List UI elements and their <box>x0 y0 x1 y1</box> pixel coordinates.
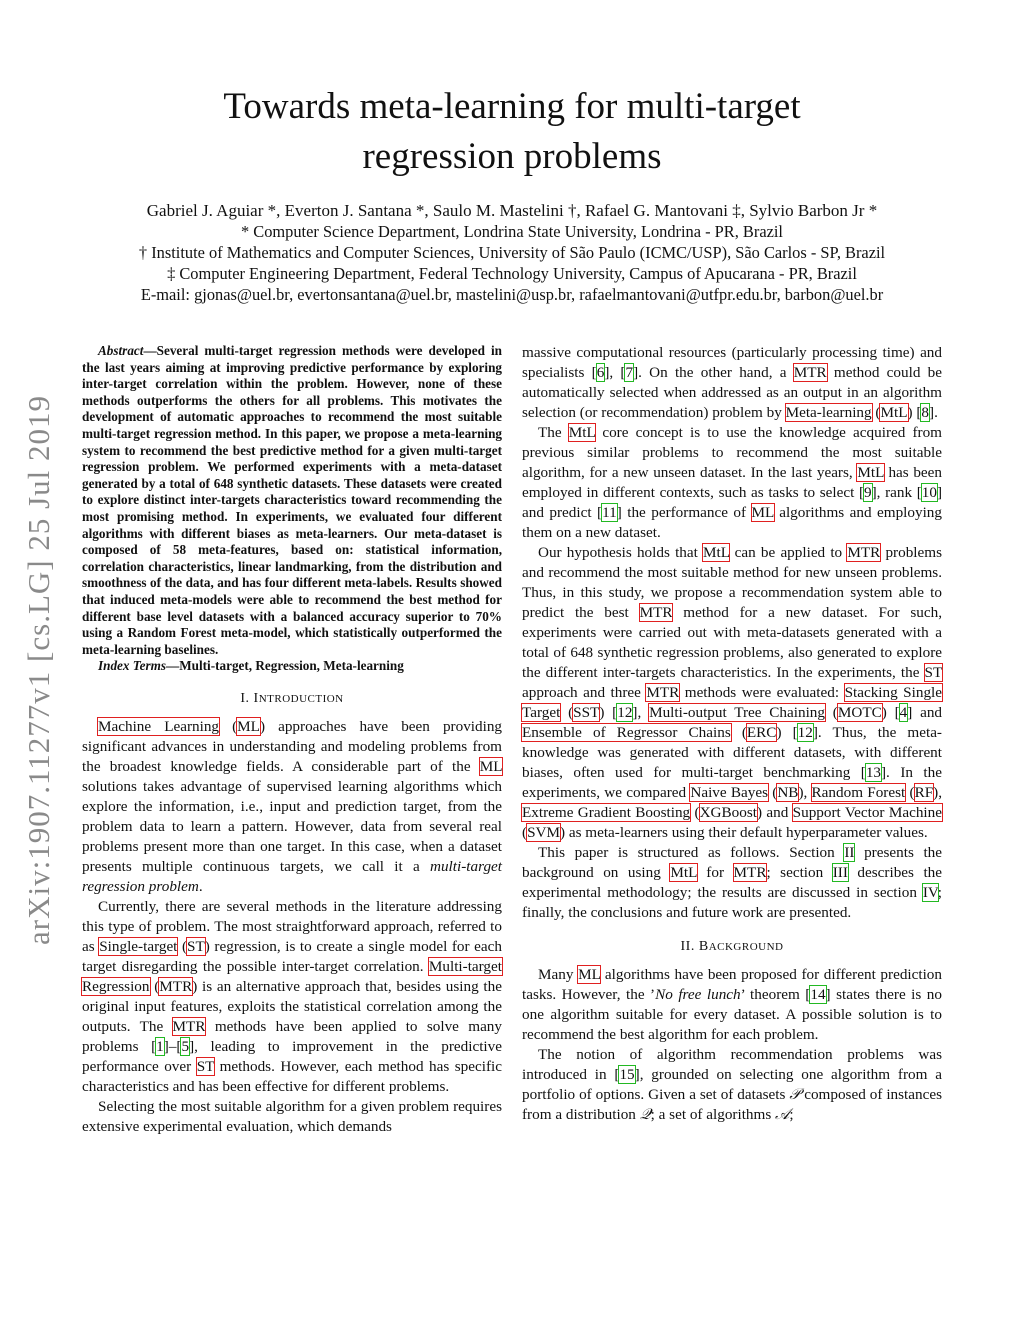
acronym-link[interactable]: MTR <box>639 604 673 621</box>
acronym-link[interactable]: Support Vector Machine <box>792 804 942 821</box>
acronym-link[interactable]: ST <box>924 664 942 681</box>
acronym-link[interactable]: MtL <box>703 544 730 561</box>
acronym-link[interactable]: Multi-target Regression <box>82 957 502 995</box>
section-heading-introduction: I. INTRODUCTION <box>240 690 344 706</box>
abstract <box>82 343 502 658</box>
intro-paragraph-1: Machine Learning (ML) approaches have been providing significant advances in understanding and modeling problems from the broadest knowledge fields. A considerable part of the ML solutions takes advantage of supervised learning algorithms which explore the information, i.e., input and prediction target, from the problem data to learn a pattern. However, data from several real problems present more than one target. In this case, when a dataset presents multiple continuous targets, we call it a multi-target regression problem. <box>82 717 503 895</box>
acronym-link[interactable]: ERC <box>746 724 777 741</box>
background-paragraph-2: The notion of algorithm recommendation problems was introduced in [15], grounded on selecting one algorithm from a portfolio of options. Given a set of datasets 𝒫 composed of instances from a distribution 𝒬; a set of algorithms 𝒜; <box>522 1046 942 1123</box>
citation-link[interactable]: 13 <box>865 764 881 781</box>
affiliation-2: † Institute of Mathematics and Computer Sciences, University of São Paulo (ICMC/USP), São Carlos - SP, Brazil <box>138 243 886 262</box>
abstract-text: —Several multi-target regression methods were developed in the last years aiming at improving predictive performance by exploring inter-target correlation within the problem. However, none of these methods outperforms the others for all problems. This motivates the development of automatic approaches to recommend the most suitable multi-target regression method. In this paper, we propose a meta-learning system to recommend the best predictive method for a given multi-target regression problem. We performed experiments with a meta-dataset generated by a total of 648 synthetic datasets. These datasets were created to explore distinct inter-targets characteristics toward recommending the most promising method. In experiments, we evaluated four different algorithms with different biases as meta-learners. Our meta-dataset is composed of 58 meta-features, based on: statistical information, correlation characteristics, linear landmarking, from the distribution and smoothness of the data, and has four different meta-labels. Results showed that induced meta-models were able to recommend the best method for different base level datasets with a balanced accuracy superior to 70% using a Random Forest meta-model, which statistically outperformed the meta-learning baselines. <box>82 343 502 657</box>
math-symbol: 𝒬 <box>639 1106 651 1123</box>
author-names: Gabriel J. Aguiar *, Everton J. Santana *, Saulo M. Mastelini †, Rafael G. Mantovani ‡, Sylvio Barbon Jr * <box>146 201 878 220</box>
citation-link[interactable]: 12 <box>797 724 813 741</box>
citation-link[interactable]: 4 <box>899 704 908 721</box>
acronym-link[interactable]: MtL <box>880 404 908 421</box>
acronym-link[interactable]: RF <box>914 784 934 801</box>
right-paragraph-4: This paper is structured as follows. Section II presents the background on using MtL for MTR; section III describes the experimental methodology; the results are discussed in section IV; finally, the conclusions and future work are presented. <box>522 844 943 921</box>
arxiv-identifier: arXiv:1907.11277v1 [cs.LG] 25 Jul 2019 <box>21 394 56 945</box>
math-symbol: 𝒫 <box>789 1086 801 1103</box>
acronym-link[interactable]: XGBoost <box>699 804 757 821</box>
abstract-label: Abstract <box>98 343 144 358</box>
acronym-link[interactable]: ML <box>237 717 260 735</box>
index-terms-text: —Multi-target, Regression, Meta-learning <box>166 658 404 674</box>
acronym-link[interactable]: Stacking Single Target <box>522 684 942 721</box>
title-line-2: regression problems <box>362 136 662 177</box>
acronym-link[interactable]: SVM <box>527 824 560 841</box>
intro-paragraph-2: Currently, there are several methods in the literature addressing this type of problem. The most straightforward approach, referred to as Single-target (ST) regression, is to create a single model for each target disregarding the possible inter-target correlation. Multi-target Regression (MTR) is an alternative approach that, besides using the original input features, exploits the statistical correlation among the outputs. The MTR methods have been applied to solve many problems [1]–[5], leading to improvement in the predictive performance over ST methods. However, each method has specific characteristics and has been effective for different problems. <box>82 897 502 1095</box>
citation-link[interactable]: 10 <box>921 484 937 501</box>
introduction-body <box>82 717 502 1137</box>
acronym-link[interactable]: MTR <box>646 684 680 701</box>
acronym-link[interactable]: Random Forest <box>811 784 906 801</box>
acronym-link[interactable]: ML <box>479 757 502 775</box>
index-terms <box>82 658 502 675</box>
acronym-link[interactable]: Naive Bayes <box>690 784 769 801</box>
acronym-link[interactable]: MtL <box>857 464 884 481</box>
section-heading-background: II. BACKGROUND <box>680 939 784 954</box>
right-column <box>522 343 942 1125</box>
right-paragraph-3: Our hypothesis holds that MtL can be applied to MTR problems and recommend the most suitable method for new unseen problems. Thus, in this study, we propose a recommendation system able to predict the best MTR method for a new dataset. For such, experiments were carried out with meta-datasets generated with a total of 648 synthetic regression problems, also generated to explore the different inter-targets characteristics. In the experiments, the ST approach and three MTR methods were evaluated: Stacking Single Target (SST) [12], Multi-output Tree Chaining (MOTC) [4] and Ensemble of Regressor Chains (ERC) [12]. Thus, the meta-knowledge was generated with different datasets, with different biases, often used for multi-target benchmarking [13]. In the experiments, we compared Naive Bayes (NB), Random Forest (RF), Extreme Gradient Boosting (XGBoost) and Support Vector Machine (SVM) as meta-learners using their default hyperparameter values. <box>522 544 943 841</box>
citation-link[interactable]: 7 <box>625 364 634 381</box>
acronym-link[interactable]: MTR <box>847 544 881 561</box>
math-symbol: 𝒜 <box>775 1106 790 1123</box>
citation-link[interactable]: 8 <box>921 404 930 421</box>
title-line-1: Towards meta-learning for multi-target <box>223 86 801 127</box>
acronym-link[interactable]: MtL <box>670 864 697 881</box>
background-paragraph-1: Many ML algorithms have been proposed for different prediction tasks. However, the ’No free lunch’ theorem [14] states there is no one algorithm suitable for every dataset. A possible solution is to recommend the best algorithm for each problem. <box>522 966 942 1043</box>
section-link[interactable]: II <box>844 844 855 861</box>
acronym-link[interactable]: MTR <box>793 364 827 381</box>
acronym-link[interactable]: Extreme Gradient Boosting <box>522 804 691 821</box>
affiliation-1: * Computer Science Department, Londrina State University, Londrina - PR, Brazil <box>241 222 783 241</box>
acronym-link[interactable]: Machine Learning <box>98 717 220 735</box>
acronym-link[interactable]: Meta-learning <box>785 404 872 421</box>
acronym-link[interactable]: NB <box>777 784 799 801</box>
acronym-link[interactable]: SST <box>573 704 600 721</box>
citation-link[interactable]: 9 <box>864 484 872 501</box>
left-column <box>82 343 502 1137</box>
acronym-link[interactable]: Multi-output Tree Chaining <box>649 704 825 721</box>
affiliation-3: ‡ Computer Engineering Department, Federal Technology University, Campus of Apucarana - PR, Brazil <box>167 264 857 283</box>
intro-paragraph-3: Selecting the most suitable algorithm for a given problem requires extensive experimental evaluation, which demands <box>82 1097 502 1135</box>
citation-link[interactable]: 15 <box>619 1066 635 1083</box>
author-block <box>90 200 934 305</box>
right-paragraph-2: The MtL core concept is to use the knowledge acquired from previous similar problems to recommend the most suitable algorithm, for a new unseen dataset. In the last years, MtL has been employed in different contexts, such as tasks to select [9], rank [10] and predict [11] the performance of ML algorithms and employing them on a new dataset. <box>522 424 943 541</box>
acronym-link[interactable]: MTR <box>159 977 193 995</box>
right-paragraph-1: massive computational resources (particularly processing time) and specialists [6], [7]. On the other hand, a MTR method could be automatically selected when addressed as an output in an algorithm selection (or recommendation) problem by Meta-learning (MtL) [8]. <box>522 344 942 421</box>
acronym-link[interactable]: ST <box>187 937 205 955</box>
author-emails: E-mail: gjonas@uel.br, evertonsantana@uel.br, mastelini@usp.br, rafaelmantovani@utfpr.edu.br, barbon@uel.br <box>140 285 884 304</box>
acronym-link[interactable]: Single-target <box>99 937 178 955</box>
citation-link[interactable]: 11 <box>602 504 617 521</box>
paper-title <box>100 82 924 182</box>
acronym-link[interactable]: MtL <box>568 424 596 441</box>
section-link[interactable]: IV <box>922 884 938 901</box>
citation-link[interactable]: 5 <box>181 1037 190 1055</box>
acronym-link[interactable]: ML <box>578 966 601 983</box>
citation-link[interactable]: 12 <box>617 704 633 721</box>
section-link[interactable]: III <box>832 864 848 881</box>
index-terms-label: Index Terms <box>98 658 167 674</box>
acronym-link[interactable]: MOTC <box>837 704 882 721</box>
acronym-link[interactable]: Ensemble of Regressor Chains <box>522 724 731 741</box>
citation-link[interactable]: 14 <box>810 986 826 1003</box>
citation-link[interactable]: 6 <box>596 364 605 381</box>
acronym-link[interactable]: MTR <box>172 1017 206 1035</box>
acronym-link[interactable]: ST <box>196 1057 215 1075</box>
acronym-link[interactable]: MTR <box>733 864 767 881</box>
citation-link[interactable]: 1 <box>156 1037 164 1055</box>
acronym-link[interactable]: ML <box>751 504 774 521</box>
